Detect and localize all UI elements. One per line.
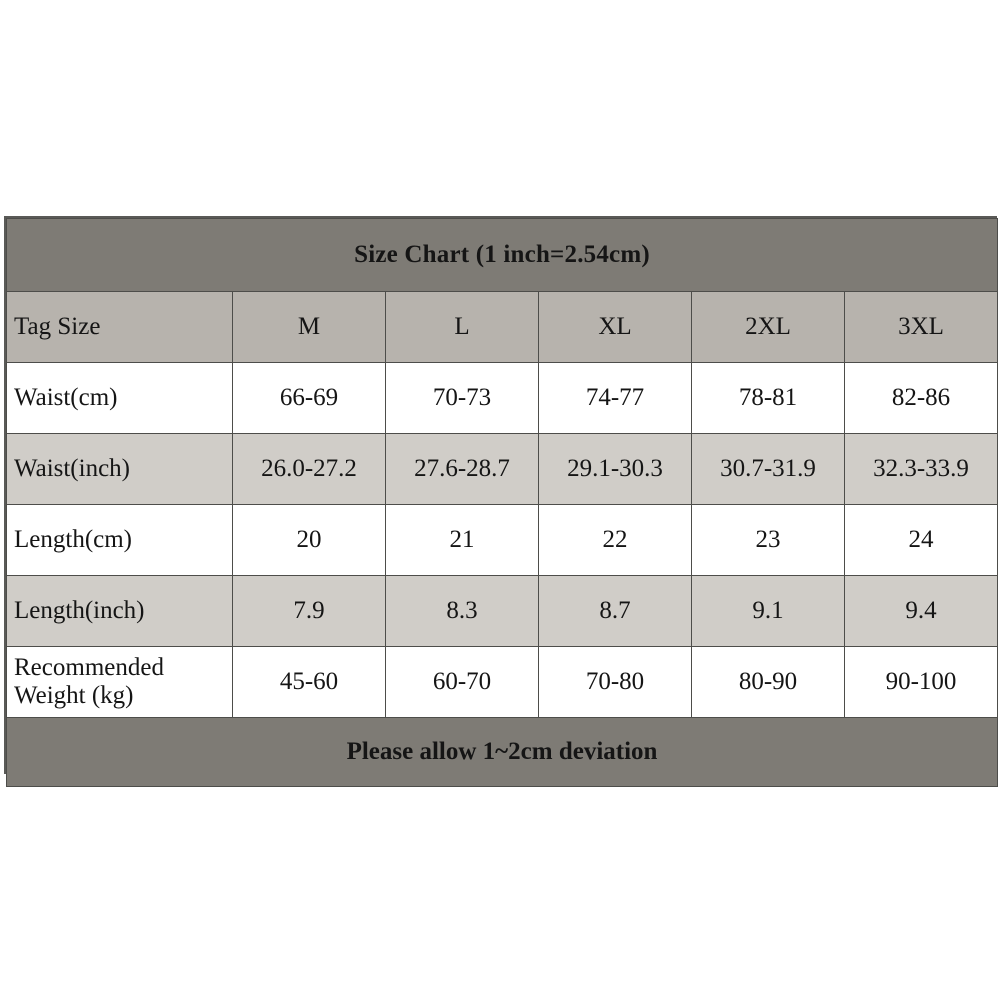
cell-waist-inch-m: 26.0-27.2 bbox=[233, 434, 386, 505]
row-label-waist-cm: Waist(cm) bbox=[7, 363, 233, 434]
cell-weight-l: 60-70 bbox=[386, 647, 539, 718]
column-header-l: L bbox=[386, 292, 539, 363]
cell-length-inch-2xl: 9.1 bbox=[692, 576, 845, 647]
table-row bbox=[7, 505, 998, 576]
column-header-xl: XL bbox=[539, 292, 692, 363]
row-header-label: Tag Size bbox=[7, 292, 233, 363]
table-row bbox=[7, 647, 998, 718]
cell-weight-m: 45-60 bbox=[233, 647, 386, 718]
row-label-recommended-weight bbox=[7, 647, 233, 718]
table-row bbox=[7, 434, 998, 505]
cell-waist-cm-l: 70-73 bbox=[386, 363, 539, 434]
chart-title: Size Chart (1 inch=2.54cm) bbox=[7, 219, 998, 292]
cell-waist-cm-xl: 74-77 bbox=[539, 363, 692, 434]
size-chart-table bbox=[6, 218, 998, 787]
column-header-3xl: 3XL bbox=[845, 292, 998, 363]
cell-length-cm-3xl: 24 bbox=[845, 505, 998, 576]
deviation-note: Please allow 1~2cm deviation bbox=[7, 718, 998, 787]
row-label-line-2: Weight (kg) bbox=[14, 682, 134, 709]
column-header-m: M bbox=[233, 292, 386, 363]
cell-length-cm-l: 21 bbox=[386, 505, 539, 576]
size-chart-container bbox=[4, 216, 997, 774]
cell-weight-xl: 70-80 bbox=[539, 647, 692, 718]
cell-weight-3xl: 90-100 bbox=[845, 647, 998, 718]
cell-waist-cm-3xl: 82-86 bbox=[845, 363, 998, 434]
cell-waist-inch-2xl: 30.7-31.9 bbox=[692, 434, 845, 505]
cell-length-cm-xl: 22 bbox=[539, 505, 692, 576]
row-label-line-1: Recommended bbox=[14, 654, 164, 681]
cell-length-inch-m: 7.9 bbox=[233, 576, 386, 647]
table-header-row bbox=[7, 292, 998, 363]
table-title-row bbox=[7, 219, 998, 292]
cell-length-inch-3xl: 9.4 bbox=[845, 576, 998, 647]
row-label-length-inch: Length(inch) bbox=[7, 576, 233, 647]
cell-waist-cm-m: 66-69 bbox=[233, 363, 386, 434]
cell-waist-inch-l: 27.6-28.7 bbox=[386, 434, 539, 505]
cell-waist-inch-xl: 29.1-30.3 bbox=[539, 434, 692, 505]
table-footer-row bbox=[7, 718, 998, 787]
cell-length-inch-xl: 8.7 bbox=[539, 576, 692, 647]
table-row bbox=[7, 576, 998, 647]
cell-length-cm-m: 20 bbox=[233, 505, 386, 576]
column-header-2xl: 2XL bbox=[692, 292, 845, 363]
row-label-length-cm: Length(cm) bbox=[7, 505, 233, 576]
cell-waist-inch-3xl: 32.3-33.9 bbox=[845, 434, 998, 505]
row-label-waist-inch: Waist(inch) bbox=[7, 434, 233, 505]
cell-waist-cm-2xl: 78-81 bbox=[692, 363, 845, 434]
cell-length-inch-l: 8.3 bbox=[386, 576, 539, 647]
cell-weight-2xl: 80-90 bbox=[692, 647, 845, 718]
cell-length-cm-2xl: 23 bbox=[692, 505, 845, 576]
table-row bbox=[7, 363, 998, 434]
